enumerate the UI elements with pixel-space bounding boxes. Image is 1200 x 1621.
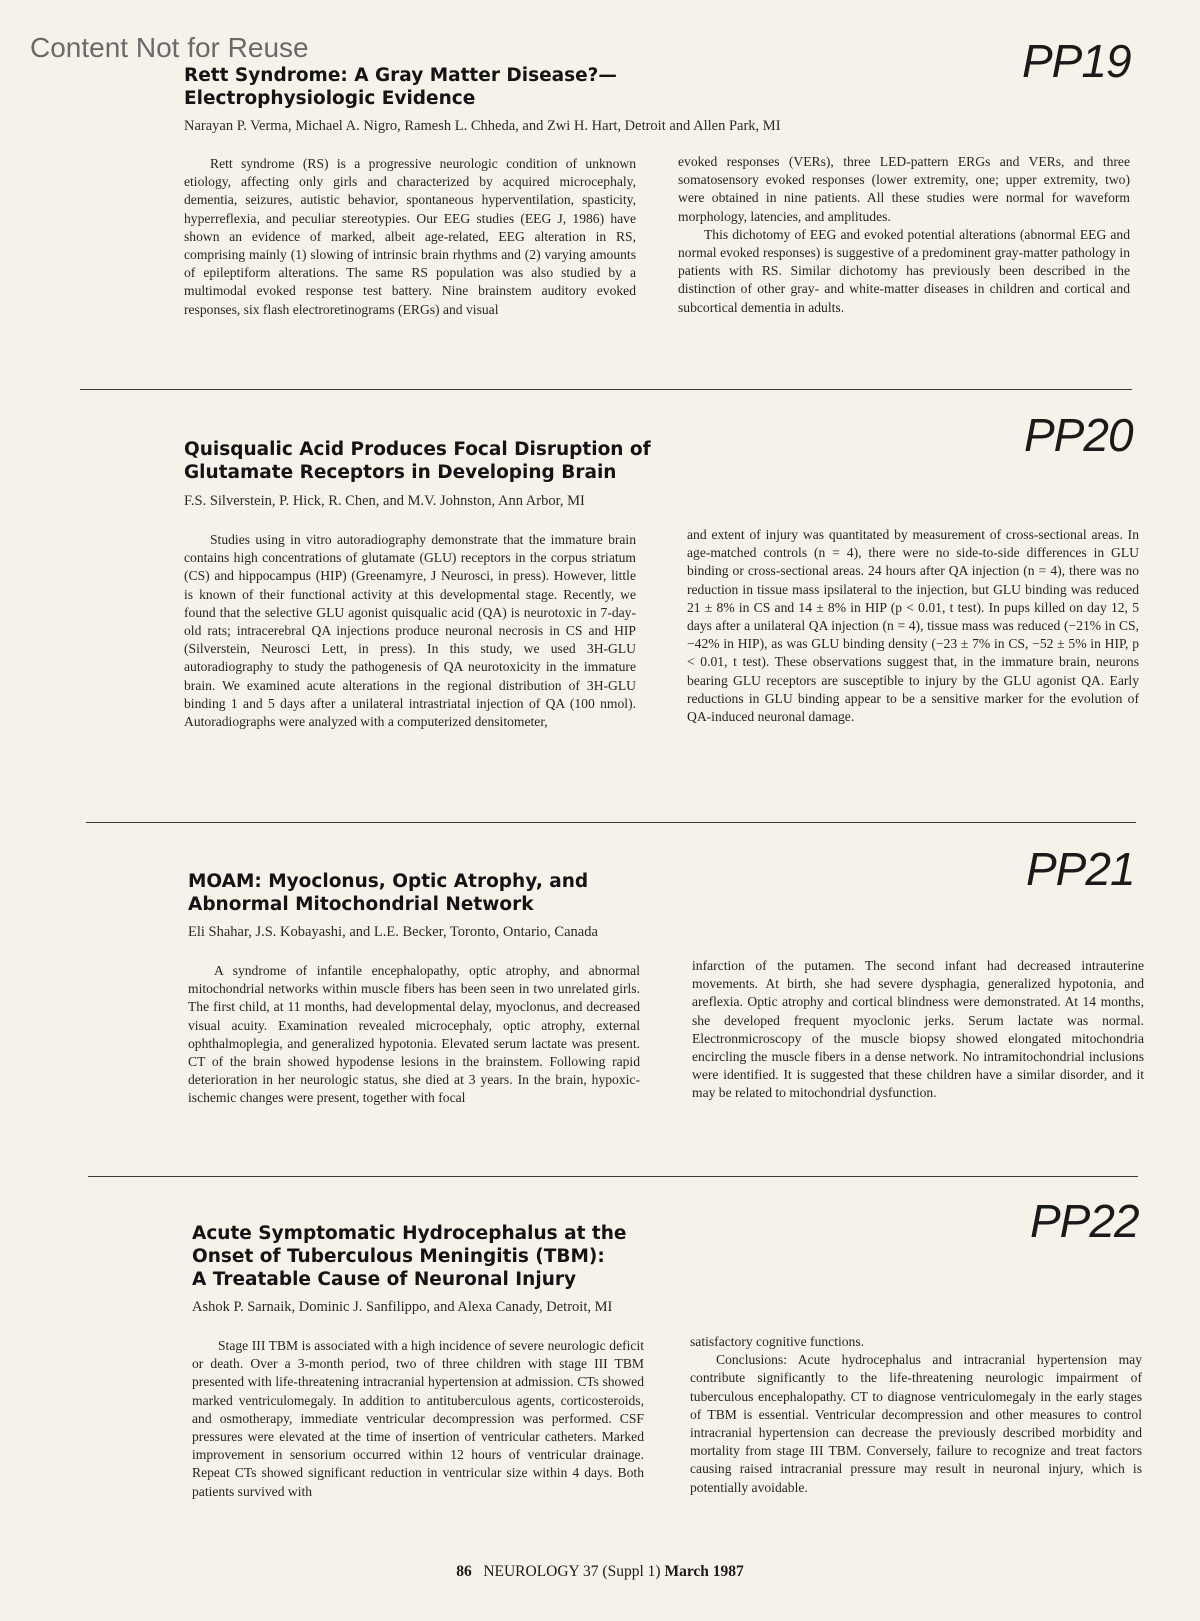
abstract-left-column: Studies using in vitro autoradiography demonstrate that the immature brain contains high concentrations of glutamate (GLU) receptors in the corpus striatum (CS) and hippocampus (HIP) (Greenamyre, J Neurosci, in press). However, little is known of their functional activity at this developmental stage. Recently, we found that the selective GLU agonist quisqualic acid (QA) is neurotoxic in 7-day-old rats; intracerebral QA injections produce neuronal necrosis in CS and HIP (Silverstein, Neurosci Lett, in press). In this study, we used 3H-GLU autoradiography to study the pathogenesis of QA neurotoxicity in the immature brain. We examined acute alterations in the regional distribution of 3H-GLU binding 1 and 5 days after a unilateral intrastriatal injection of QA (100 nmol). Autoradiographs were analyzed with a computerized densitometer, <box>184 532 636 730</box>
page-footer <box>0 1563 1200 1581</box>
abstract-left-column: Rett syndrome (RS) is a progressive neurologic condition of unknown etiology, affecting only girls and characterized by acquired microcephaly, dementia, seizures, autistic behavior, spontaneous hyperventilation, spasticity, hyperreflexia, and peculiar stereotypies. Our EEG studies (EEG J, 1986) have shown an evidence of marked, albeit age-related, EEG alteration in RS, comprising mainly (1) slowing of intrinsic brain rhythms and (2) varying amounts of epileptiform alterations. The same RS population was also studied by a multimodal evoked response test battery. Nine brainstem auditory evoked responses, six flash electroretinograms (ERGs) and visual <box>184 156 636 317</box>
issue-date: March 1987 <box>664 1563 744 1580</box>
section-divider <box>80 389 1132 390</box>
journal-name: NEUROLOGY 37 (Suppl 1) <box>483 1563 661 1580</box>
abstract-code: PP20 <box>1024 409 1133 461</box>
abstract-right-column: and extent of injury was quantitated by measurement of cross-sectional areas. In age-matched controls (n = 4), there were no side-to-side differences in GLU binding or cross-sectional areas. 24 hours after QA injection (n = 4), there was no reduction in tissue mass ipsilateral to the injection, but GLU binding was reduced 21 ± 8% in CS and 14 ± 8% in HIP (p < 0.01, t test). In pups killed on day 12, 5 days after a unilateral QA injection (n = 4), tissue mass was reduced (−21% in CS, −42% in HIP), as was GLU binding density (−23 ± 7% in CS, −52 ± 5% in HIP, p < 0.01, t test). These observations suggest that, in the immature brain, neurons bearing GLU receptors are susceptible to injury by the GLU agonist QA. Early reductions in GLU binding appear to be a sensitive marker for the evolution of QA-induced neuronal damage. <box>687 527 1139 725</box>
section-divider <box>86 822 1136 823</box>
abstract-authors: Ashok P. Sarnaik, Dominic J. Sanfilippo, and Alexa Canady, Detroit, MI <box>192 1299 613 1315</box>
abstract-left-column: A syndrome of infantile encephalopathy, optic atrophy, and abnormal mitochondrial networks within muscle fibers has been seen in two unrelated girls. The first child, at 11 months, had developmental delay, myoclonus, and decreased visual acuity. Examination revealed microcephaly, optic atrophy, external ophthalmoplegia, and generalized hypotonia. Elevated serum lactate was present. CT of the brain showed hypodense lesions in the brainstem. Following rapid deterioration in her neurologic status, she died at 3 years. In the brain, hypoxic-ischemic changes were present, together with focal <box>188 963 640 1106</box>
section-divider <box>88 1176 1138 1177</box>
abstract-title: Quisqualic Acid Produces Focal Disruption of Glutamate Receptors in Developing Brain <box>184 439 651 483</box>
abstract-authors: F.S. Silverstein, P. Hick, R. Chen, and M.V. Johnston, Ann Arbor, MI <box>184 493 585 509</box>
abstract-code: PP19 <box>1022 35 1131 87</box>
watermark: Content Not for Reuse <box>30 32 309 63</box>
abstract-right-column: infarction of the putamen. The second infant had decreased intrauterine movements. At birth, she had severe dysphagia, generalized hypotonia, and areflexia. Optic atrophy and cortical blindness were demonstrated. At 14 months, she developed frequent myoclonic jerks. Serum lactate was normal. Electronmicroscopy of the muscle biopsy showed elongated mitochondria encircling the muscle fibers in a dense network. No intramitochondrial inclusions were identified. It is suggested that these children have a similar disorder, and it may be related to mitochondrial dysfunction. <box>692 958 1144 1101</box>
abstract-right-column: satisfactory cognitive functions. Conclusions: Acute hydrocephalus and intracranial hypertension may contribute significantly to the life-threatening neurologic impairment of tuberculous encephalopathy. CT to diagnose ventriculomegaly in the early stages of TBM is essential. Ventricular decompression and other measures to control intracranial hypertension can decrease the previously described morbidity and mortality from stage III TBM. Conversely, failure to recognize and treat factors causing raised intracranial pressure may result in neuronal injury, which is potentially avoidable. <box>690 1334 1142 1495</box>
abstract-title: Rett Syndrome: A Gray Matter Disease?— Electrophysiologic Evidence <box>184 65 617 109</box>
abstract-left-column: Stage III TBM is associated with a high incidence of severe neurologic deficit or death. Over a 3-month period, two of three children with stage III TBM presented with life-threatening intracranial hypertension at admission. CTs showed marked ventriculomegaly. In addition to antituberculous agents, corticosteroids, and osmotherapy, immediate ventricular decompression was performed. CSF pressures were elevated at the time of insertion of ventricular catheters. Marked improvement in sensorium occurred within 12 hours of ventricular drainage. Repeat CTs showed significant reduction in ventricular size within 4 days. Both patients survived with <box>192 1338 644 1499</box>
abstract-title: MOAM: Myoclonus, Optic Atrophy, and Abnormal Mitochondrial Network <box>188 871 589 915</box>
page-number: 86 <box>456 1563 472 1580</box>
abstract-code: PP22 <box>1030 1195 1139 1247</box>
abstract-authors: Eli Shahar, J.S. Kobayashi, and L.E. Becker, Toronto, Ontario, Canada <box>188 924 598 940</box>
abstract-title: Acute Symptomatic Hydrocephalus at the Onset of Tuberculous Meningitis (TBM): A Treatable Cause of Neuronal Injury <box>192 1223 627 1290</box>
abstract-authors: Narayan P. Verma, Michael A. Nigro, Ramesh L. Chheda, and Zwi H. Hart, Detroit and Allen Park, MI <box>184 118 781 134</box>
abstract-right-column: evoked responses (VERs), three LED-pattern ERGs and VERs, and three somatosensory evoked responses (lower extremity, one; upper extremity, two) were obtained in nine patients. All these studies were normal for waveform morphology, latencies, and amplitudes. This dichotomy of EEG and evoked potential alterations (abnormal EEG and normal evoked responses) is suggestive of a predominent gray-matter pathology in patients with RS. Similar dichotomy has previously been described in the distinction of other gray- and white-matter diseases in children and cortical and subcortical dementia in adults. <box>678 154 1130 315</box>
abstract-code: PP21 <box>1026 843 1135 895</box>
